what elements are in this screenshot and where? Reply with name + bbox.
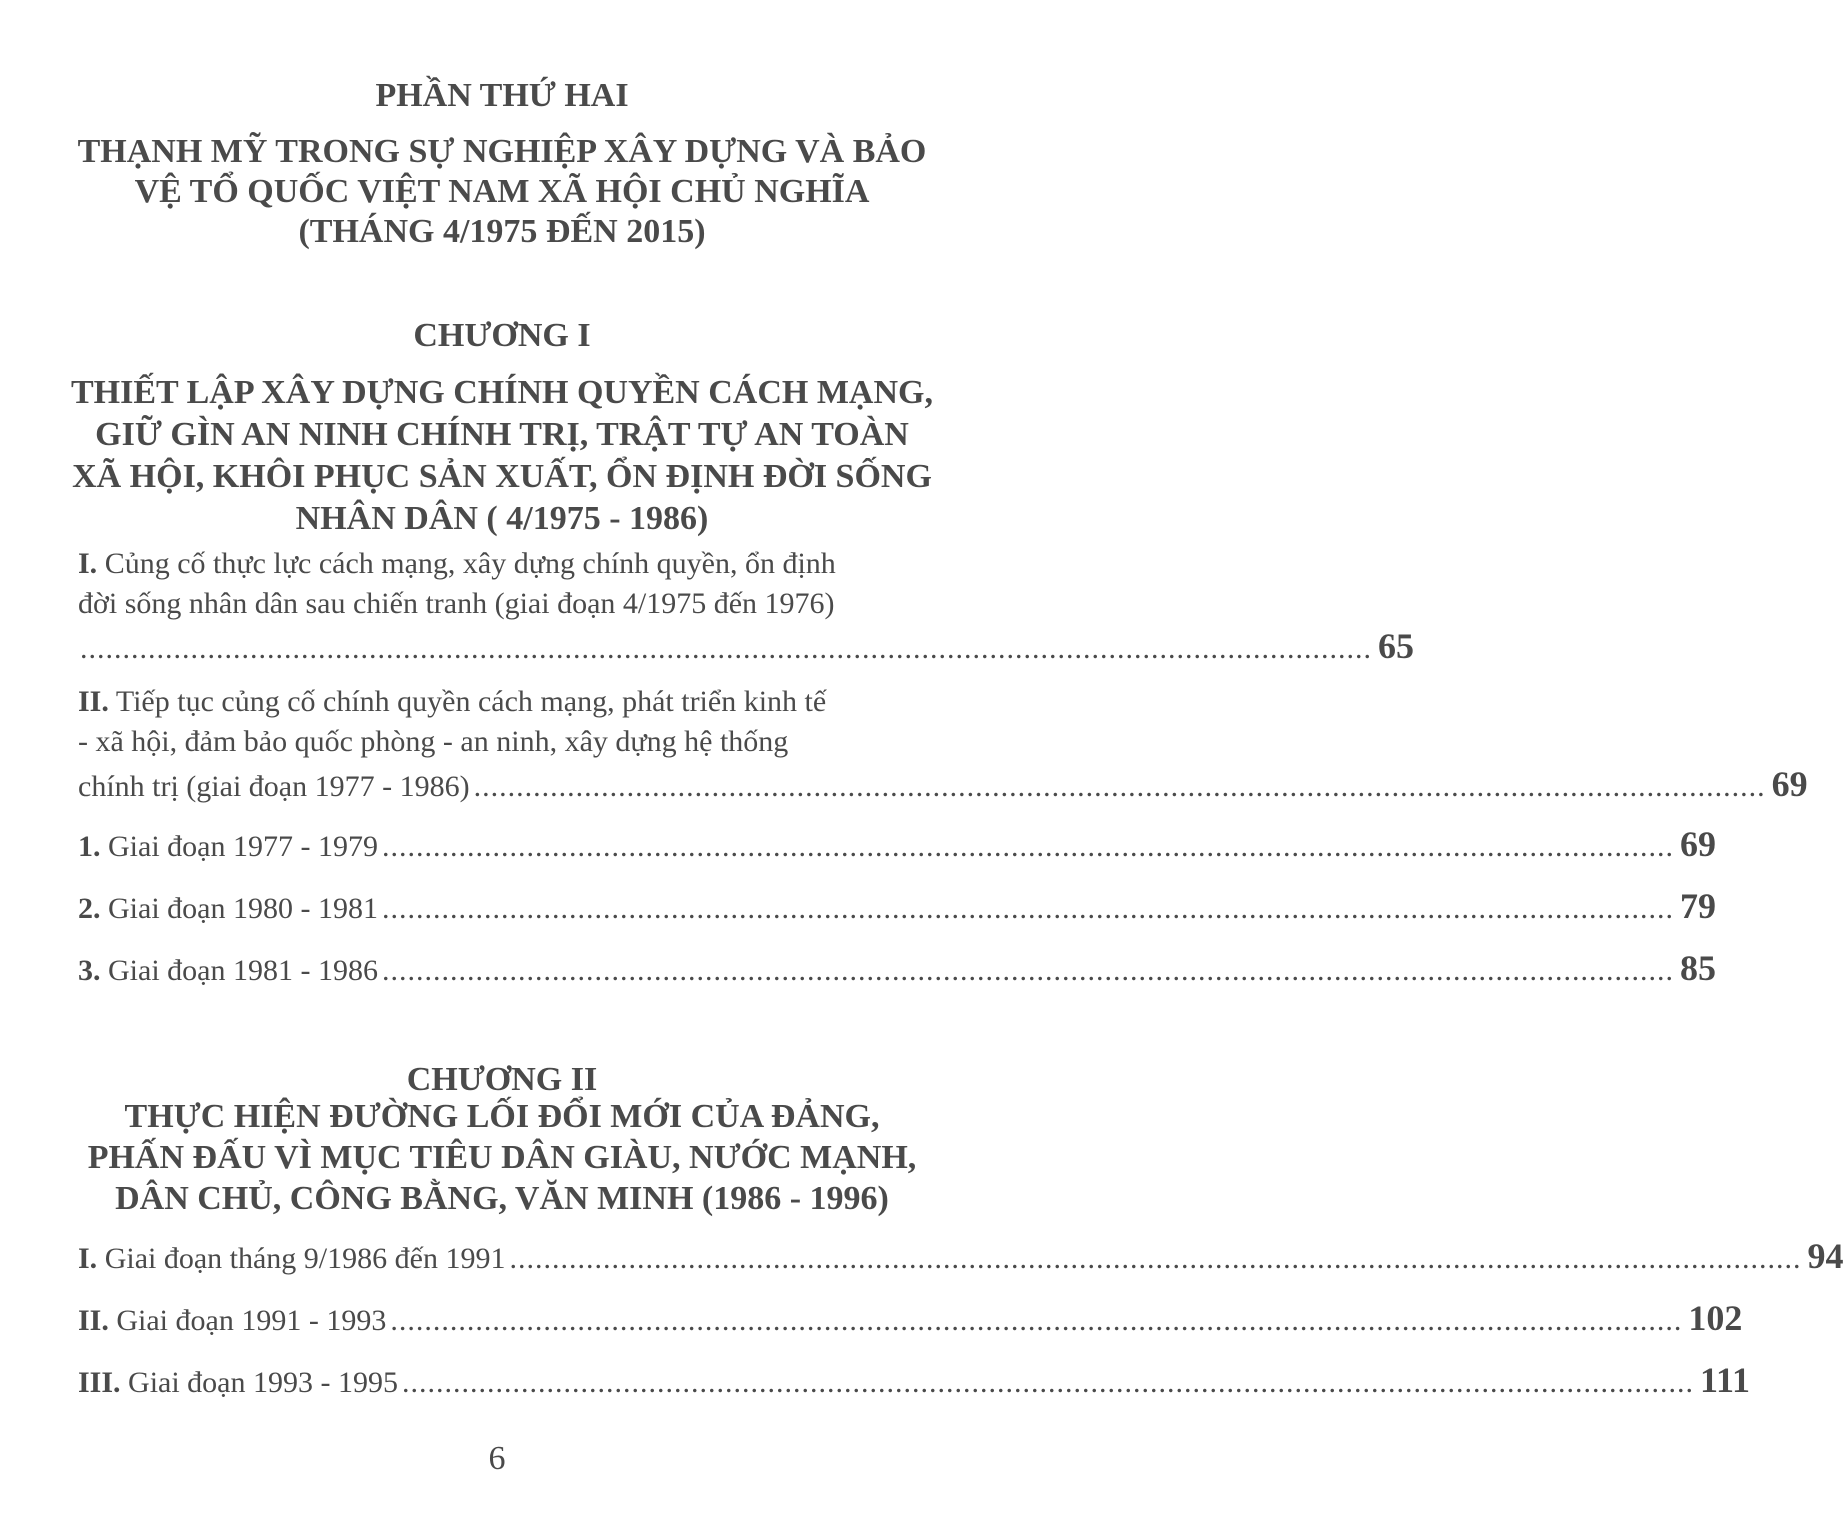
part-title-line: THẠNH MỸ TRONG SỰ NGHIỆP XÂY DỰNG VÀ BẢO	[77, 133, 927, 170]
chapter-1-title	[70, 372, 934, 540]
toc-entry-text: Giai đoạn 1991 - 1993	[108, 1304, 387, 1337]
dot-leader: ........................................................................................................................................................	[509, 1242, 1802, 1275]
toc-entry-1-3[interactable]	[78, 948, 1716, 991]
toc-entry-2-II[interactable]	[78, 1298, 1743, 1341]
dot-leader: ........................................................................................................................................................	[390, 1304, 1683, 1337]
toc-entry-line	[78, 544, 906, 584]
page-number-footer: 6	[488, 1440, 506, 1477]
toc-entry-number: I.	[78, 547, 98, 580]
part-title	[70, 132, 934, 252]
toc-entry-line: - xã hội, đảm bảo quốc phòng - an ninh, xây dựng hệ thống	[78, 725, 789, 758]
dot-leader: ........................................................................................................................................................	[381, 830, 1674, 863]
dot-leader: ........................................................................................................................................................	[402, 1366, 1694, 1399]
toc-entry-2-III[interactable]	[78, 1360, 1751, 1403]
toc-page-number: 79	[1679, 886, 1716, 926]
toc-entry-label	[78, 1363, 398, 1403]
chapter-2-title	[70, 1096, 934, 1219]
toc-entry-2-I[interactable]	[78, 1236, 1843, 1279]
toc-entry-number: II.	[78, 685, 109, 718]
toc-page-number: 102	[1688, 1298, 1743, 1338]
dot-leader: ........................................................................................................................................................	[381, 892, 1674, 925]
toc-entry-line	[78, 682, 906, 722]
chapter-2-label: CHƯƠNG II	[406, 1061, 598, 1098]
part-label: PHẦN THỨ HAI	[375, 77, 629, 114]
chapter-1-title-line: THIẾT LẬP XÂY DỰNG CHÍNH QUYỀN CÁCH MẠNG,	[70, 374, 933, 411]
toc-page-number: 69	[1679, 824, 1716, 864]
toc-entry-1-2[interactable]	[78, 886, 1716, 929]
toc-entry-1-1[interactable]	[78, 824, 1716, 867]
toc-entry-1-I[interactable]	[78, 544, 1414, 669]
toc-entry-text: Giai đoạn 1993 - 1995	[120, 1366, 398, 1399]
toc-entry-label	[78, 951, 378, 991]
toc-entry-label	[78, 889, 378, 929]
chapter-1-label: CHƯƠNG I	[413, 317, 591, 354]
chapter-2-title-line: PHẤN ĐẤU VÌ MỤC TIÊU DÂN GIÀU, NƯỚC MẠNH,	[87, 1139, 917, 1176]
toc-entry-text: Tiếp tục củng cố chính quyền cách mạng, phát triển kinh tế	[108, 685, 827, 718]
toc-entry-text: Giai đoạn 1981 - 1986	[100, 954, 378, 987]
part-title-line: VỆ TỔ QUỐC VIỆT NAM XÃ HỘI CHỦ NGHĨA	[134, 173, 870, 210]
dot-leader: ........................................................................................................................................................	[80, 632, 1372, 665]
dot-leader: ........................................................................................................................................................	[381, 954, 1674, 987]
toc-entry-number: 1.	[78, 830, 101, 863]
toc-page-number: 111	[1700, 1360, 1751, 1400]
toc-entry-number: III.	[78, 1366, 121, 1399]
toc-page-number: 69	[1771, 764, 1808, 804]
toc-entry-label	[78, 1239, 505, 1279]
chapter-2-title-line: DÂN CHỦ, CÔNG BẰNG, VĂN MINH (1986 - 1996)	[115, 1180, 889, 1217]
toc-entry-label	[78, 1301, 386, 1341]
toc-entry-text: Giai đoạn 1980 - 1981	[100, 892, 378, 925]
chapter-2-title-line: THỰC HIỆN ĐƯỜNG LỐI ĐỔI MỚI CỦA ĐẢNG,	[124, 1098, 880, 1135]
toc-entry-leader-line	[78, 764, 1808, 807]
toc-entry-number: II.	[78, 1304, 109, 1337]
chapter-1-title-line: NHÂN DÂN ( 4/1975 - 1986)	[295, 500, 709, 537]
toc-entry-line: đời sống nhân dân sau chiến tranh (giai đoạn 4/1975 đến 1976)	[78, 587, 835, 620]
toc-page-number: 65	[1378, 626, 1414, 666]
toc-entry-number: I.	[78, 1242, 98, 1275]
toc-entry-text: chính trị (giai đoạn 1977 - 1986)	[78, 770, 470, 803]
toc-entry-label	[78, 827, 378, 867]
part-title-line: (THÁNG 4/1975 ĐẾN 2015)	[298, 213, 706, 250]
toc-entry-leader-line	[78, 626, 1414, 669]
toc-entry-1-II[interactable]	[78, 682, 1808, 807]
toc-entry-text: Giai đoạn 1977 - 1979	[100, 830, 378, 863]
chapter-1-title-line: XÃ HỘI, KHÔI PHỤC SẢN XUẤT, ỔN ĐỊNH ĐỜI SỐNG	[72, 458, 932, 495]
toc-page-number: 94	[1807, 1236, 1843, 1276]
chapter-1-title-line: GIỮ GÌN AN NINH CHÍNH TRỊ, TRẬT TỰ AN TOÀN	[95, 416, 909, 453]
dot-leader: ........................................................................................................................................................	[473, 770, 1766, 803]
toc-entry-number: 2.	[78, 892, 101, 925]
toc-entry-number: 3.	[78, 954, 101, 987]
toc-entry-text: Giai đoạn tháng 9/1986 đến 1991	[97, 1242, 506, 1275]
toc-entry-text: Củng cố thực lực cách mạng, xây dựng chính quyền, ổn định	[97, 547, 836, 580]
toc-page-number: 85	[1679, 948, 1716, 988]
